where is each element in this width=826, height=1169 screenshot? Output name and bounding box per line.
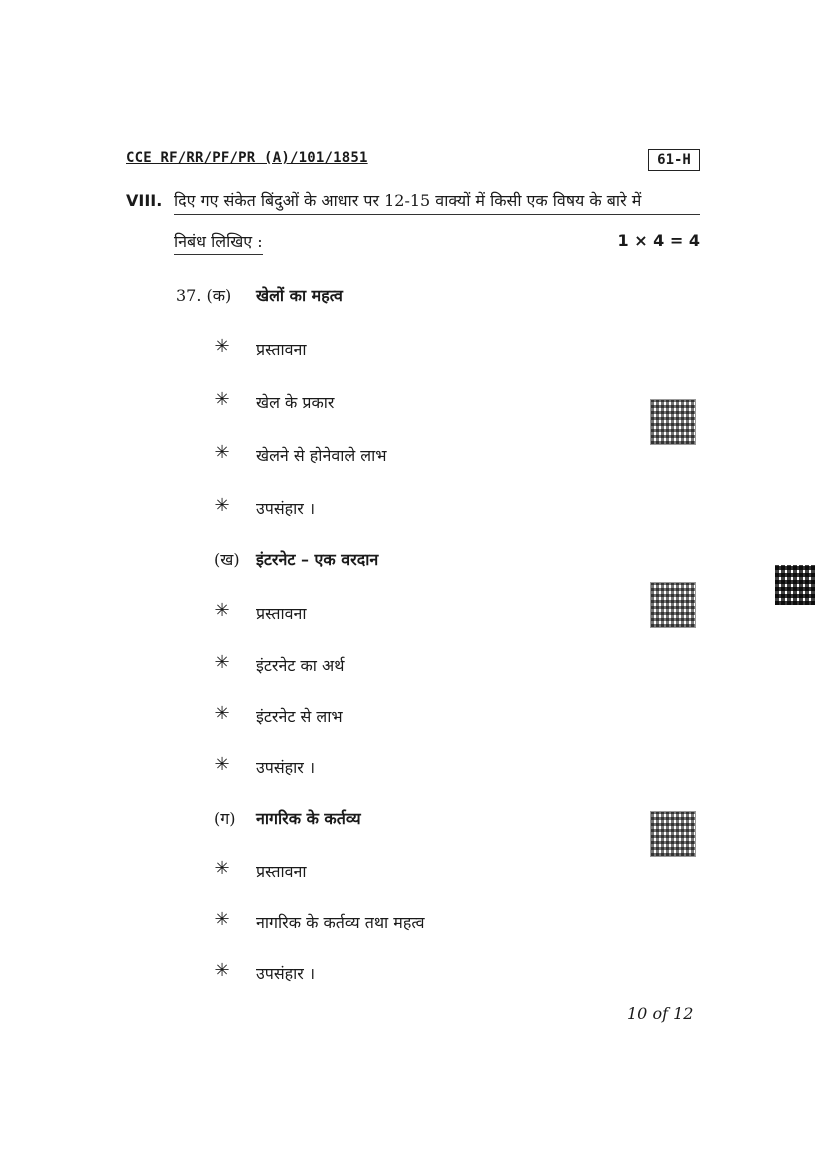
topic-c-label: (ग)	[214, 809, 236, 828]
section-number: VIII.	[126, 191, 163, 210]
page-number: 10 of 12	[627, 1004, 694, 1023]
topic-b-point: उपसंहार ।	[256, 758, 316, 777]
paper-code-box: 61-H	[648, 149, 700, 171]
bullet-icon: ✳	[214, 703, 230, 724]
bullet-icon: ✳	[214, 600, 230, 621]
exam-code: CCE RF/RR/PF/PR (A)/101/1851	[126, 150, 368, 166]
topic-a-point: खेलने से होनेवाले लाभ	[256, 446, 387, 465]
topic-b-point: इंटरनेट से लाभ	[256, 707, 343, 726]
bullet-icon: ✳	[214, 858, 230, 879]
topic-c-title: नागरिक के कर्तव्य	[256, 809, 361, 828]
bullet-icon: ✳	[214, 336, 230, 357]
bullet-icon: ✳	[214, 442, 230, 463]
topic-c-point: प्रस्तावना	[256, 862, 307, 881]
topic-c-point: नागरिक के कर्तव्य तथा महत्व	[256, 913, 425, 932]
topic-a-point: खेल के प्रकार	[256, 393, 335, 412]
instruction-line-2: निबंध लिखिए :	[174, 230, 263, 255]
topic-a-title: खेलों का महत्व	[256, 286, 343, 305]
topic-a-label: 37. (क)	[176, 286, 232, 305]
bullet-icon: ✳	[214, 754, 230, 775]
topic-a-point: उपसंहार ।	[256, 499, 316, 518]
qr-code-image	[651, 812, 695, 856]
topic-b-title: इंटरनेट – एक वरदान	[256, 550, 379, 569]
bullet-icon: ✳	[214, 495, 230, 516]
marks-allocation: 1 × 4 = 4	[617, 231, 700, 250]
qr-code-image	[651, 583, 695, 627]
instruction-line-1: दिए गए संकेत बिंदुओं के आधार पर 12-15 वाक्यों में किसी एक विषय के बारे में	[174, 189, 700, 215]
bullet-icon: ✳	[214, 652, 230, 673]
bullet-icon: ✳	[214, 389, 230, 410]
qr-code-image	[775, 565, 815, 605]
topic-b-label: (ख)	[214, 550, 240, 569]
topic-a-point: प्रस्तावना	[256, 340, 307, 359]
qr-code-image	[651, 400, 695, 444]
topic-b-point: प्रस्तावना	[256, 604, 307, 623]
bullet-icon: ✳	[214, 909, 230, 930]
bullet-icon: ✳	[214, 960, 230, 981]
topic-c-point: उपसंहार ।	[256, 964, 316, 983]
topic-b-point: इंटरनेट का अर्थ	[256, 656, 345, 675]
